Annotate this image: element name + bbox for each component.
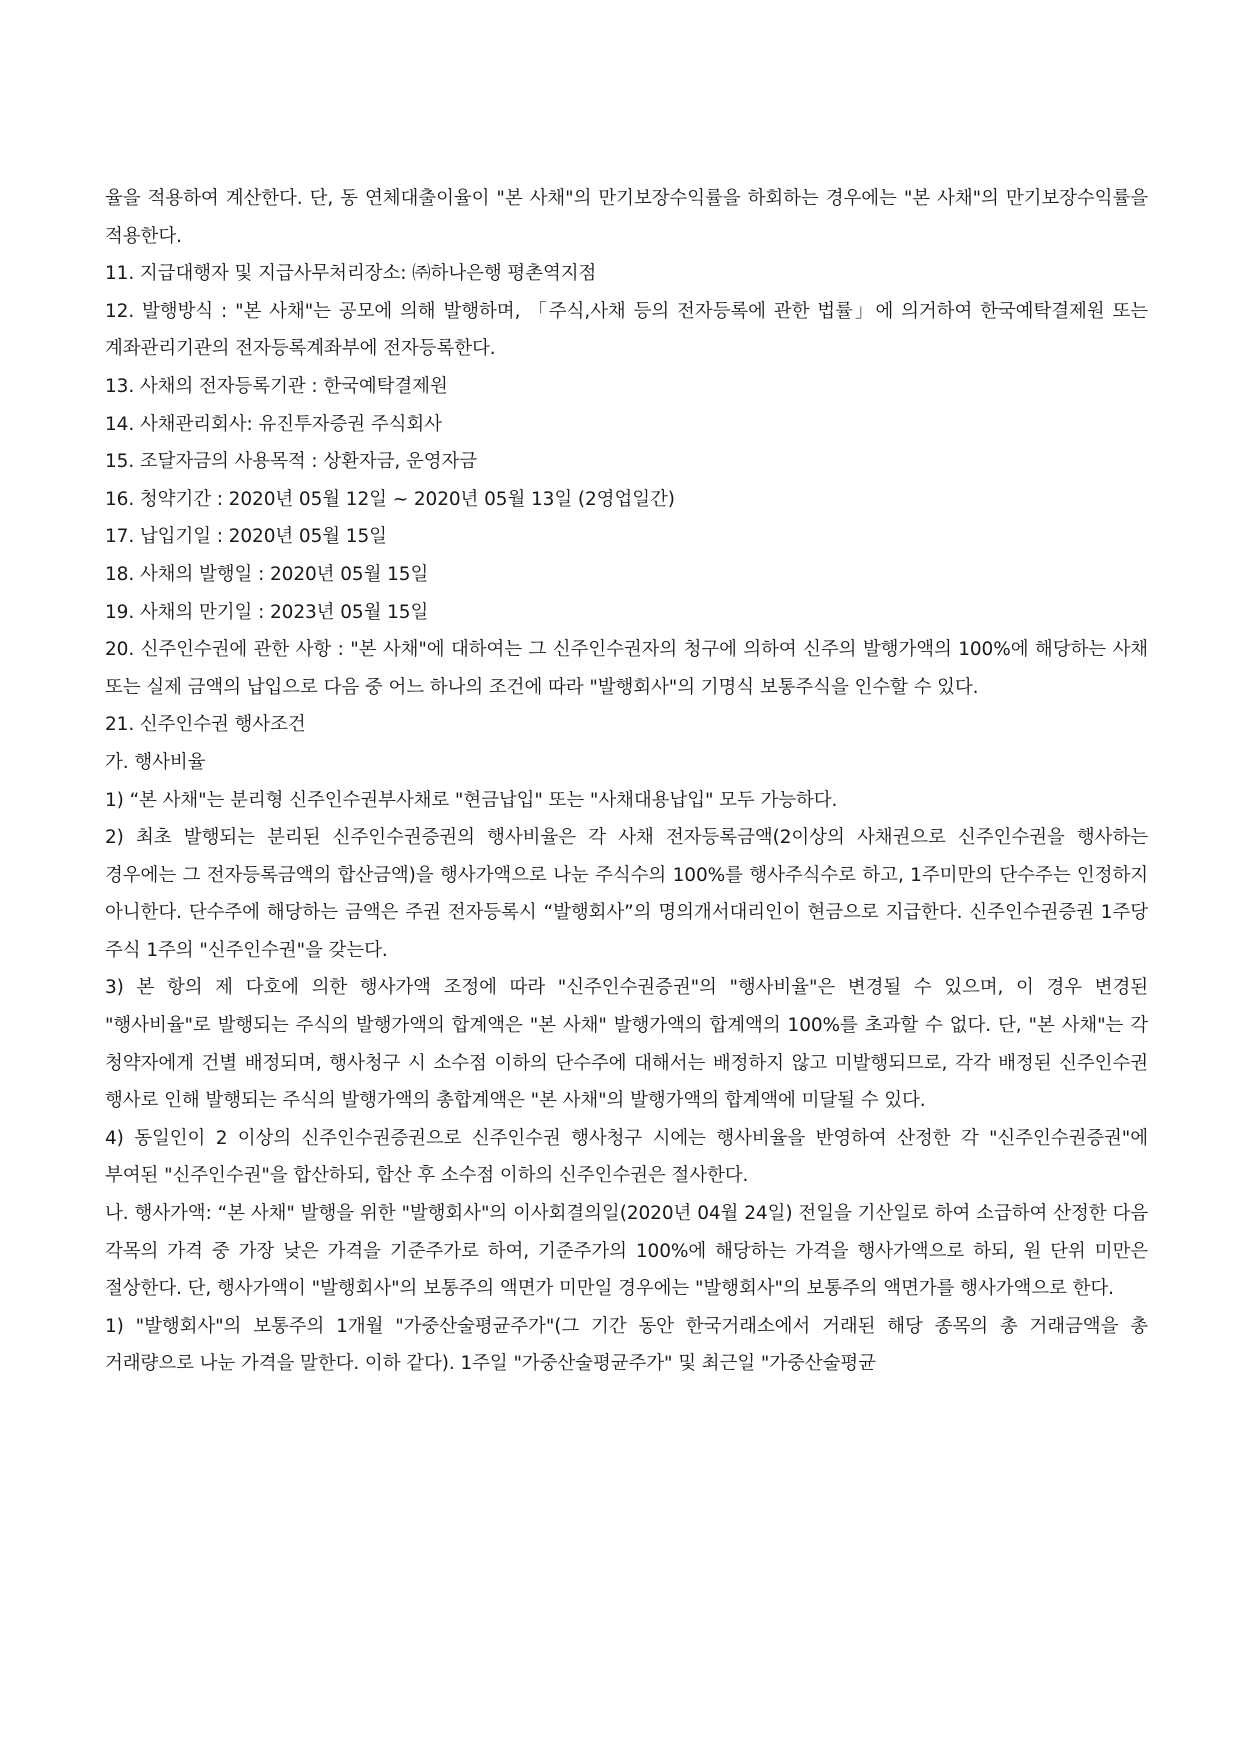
paragraph-item-12: 12. 발행방식 : "본 사채"는 공모에 의해 발행하며, 「주식,사채 등의 전자등록에 관한 법률」에 의거하여 한국예탁결제원 또는 계좌관리기관의 전자등록계좌부에 전자등록한다.: [105, 300, 1148, 360]
document-body: [105, 180, 1148, 1383]
paragraph-na-1: 1) "발행회사"의 보통주의 1개월 "가중산술평균주가"(그 기간 동안 한국거래소에서 거래된 해당 종목의 총 거래금액을 총 거래량으로 나눈 가격을 말한다. 이하 같다). 1주일 "가중산술평균주가" 및 최근일 "가중산술평균: [105, 1315, 1148, 1375]
paragraph-item-20: 20. 신주인수권에 관한 사항 : "본 사채"에 대하여는 그 신주인수권자의 청구에 의하여 신주의 발행가액의 100%에 해당하는 사채 또는 실제 금액의 납입으로 다음 중 어느 하나의 조건에 따라 "발행회사"의 기명식 보통주식을 인수할 수 있다.: [105, 639, 1148, 698]
paragraph-item-11: 11. 지급대행자 및 지급사무처리장소: ㈜하나은행 평촌역지점: [105, 263, 597, 285]
paragraph-item-16: 16. 청약기간 : 2020년 05월 12일 ~ 2020년 05월 13일 (2영업일간): [105, 488, 675, 510]
paragraph-ga-2: 2) 최초 발행되는 분리된 신주인수권증권의 행사비율은 각 사채 전자등록금액(2이상의 사채권으로 신주인수권을 행사하는 경우에는 그 전자등록금액의 합산금액)을 행사가액으로 나눈 주식수의 100%를 행사주식수로 하고, 1주미만의 단수주는 인정하지 아니한다. 단수주에 해당하는 금액은 주권 전자등록시 “발행회사”의 명의개서대리인이 현금으로 지급한다. 신주인수권증권 1주당 주식 1주의 "신주인수권"을 갖는다.: [105, 827, 1148, 961]
paragraph-ga-3: 3) 본 항의 제 다호에 의한 행사가액 조정에 따라 "신주인수권증권"의 "행사비율"은 변경될 수 있으며, 이 경우 변경된 "행사비율"로 발행되는 주식의 발행가액의 합계액은 "본 사채" 발행가액의 합계액의 100%를 초과할 수 없다. 단, "본 사채"는 각 청약자에게 건별 배정되며, 행사청구 시 소수점 이하의 단수주에 대해서는 배정하지 않고 미발행되므로, 각각 배정된 신주인수권 행사로 인해 발행되는 주식의 발행가액의 총합계액은 "본 사채"의 발행가액의 합계액에 미달될 수 있다.: [105, 977, 1148, 1112]
paragraph-continuation: 율을 적용하여 계산한다. 단, 동 연체대출이율이 "본 사채"의 만기보장수익률을 하회하는 경우에는 "본 사채"의 만기보장수익률을 적용한다.: [105, 188, 1148, 247]
paragraph-ga-4: 4) 동일인이 2 이상의 신주인수권증권으로 신주인수권 행사청구 시에는 행사비율을 반영하여 산정한 각 "신주인수권증권"에 부여된 "신주인수권"을 합산하되, 합산 후 소수점 이하의 신주인수권은 절사한다.: [105, 1127, 1148, 1187]
subheading-ga: 가. 행사비율: [105, 751, 206, 773]
paragraph-item-14: 14. 사채관리회사: 유진투자증권 주식회사: [105, 413, 442, 435]
paragraph-item-21: 21. 신주인수권 행사조건: [105, 714, 306, 736]
paragraph-item-18: 18. 사채의 발행일 : 2020년 05월 15일: [105, 563, 429, 585]
paragraph-item-15: 15. 조달자금의 사용목적 : 상환자금, 운영자금: [105, 451, 478, 473]
paragraph-item-19: 19. 사채의 만기일 : 2023년 05월 15일: [105, 601, 429, 623]
paragraph-item-13: 13. 사채의 전자등록기관 : 한국예탁결제원: [105, 375, 448, 397]
paragraph-ga-1: 1) “본 사채"는 분리형 신주인수권부사채로 "현금납입" 또는 "사채대용납입" 모두 가능하다.: [105, 789, 838, 811]
paragraph-item-17: 17. 납입기일 : 2020년 05월 15일: [105, 526, 387, 548]
paragraph-na: 나. 행사가액: “본 사채" 발행을 위한 "발행회사"의 이사회결의일(2020년 04월 24일) 전일을 기산일로 하여 소급하여 산정한 다음 각목의 가격 중 가장 낮은 가격을 기준주가로 하여, 기준주가의 100%에 해당하는 가격을 행사가액으로 하되, 원 단위 미만은 절상한다. 단, 행사가액이 "발행회사"의 보통주의 액면가 미만일 경우에는 "발행회사"의 보통주의 액면가를 행사가액으로 한다.: [105, 1203, 1148, 1300]
